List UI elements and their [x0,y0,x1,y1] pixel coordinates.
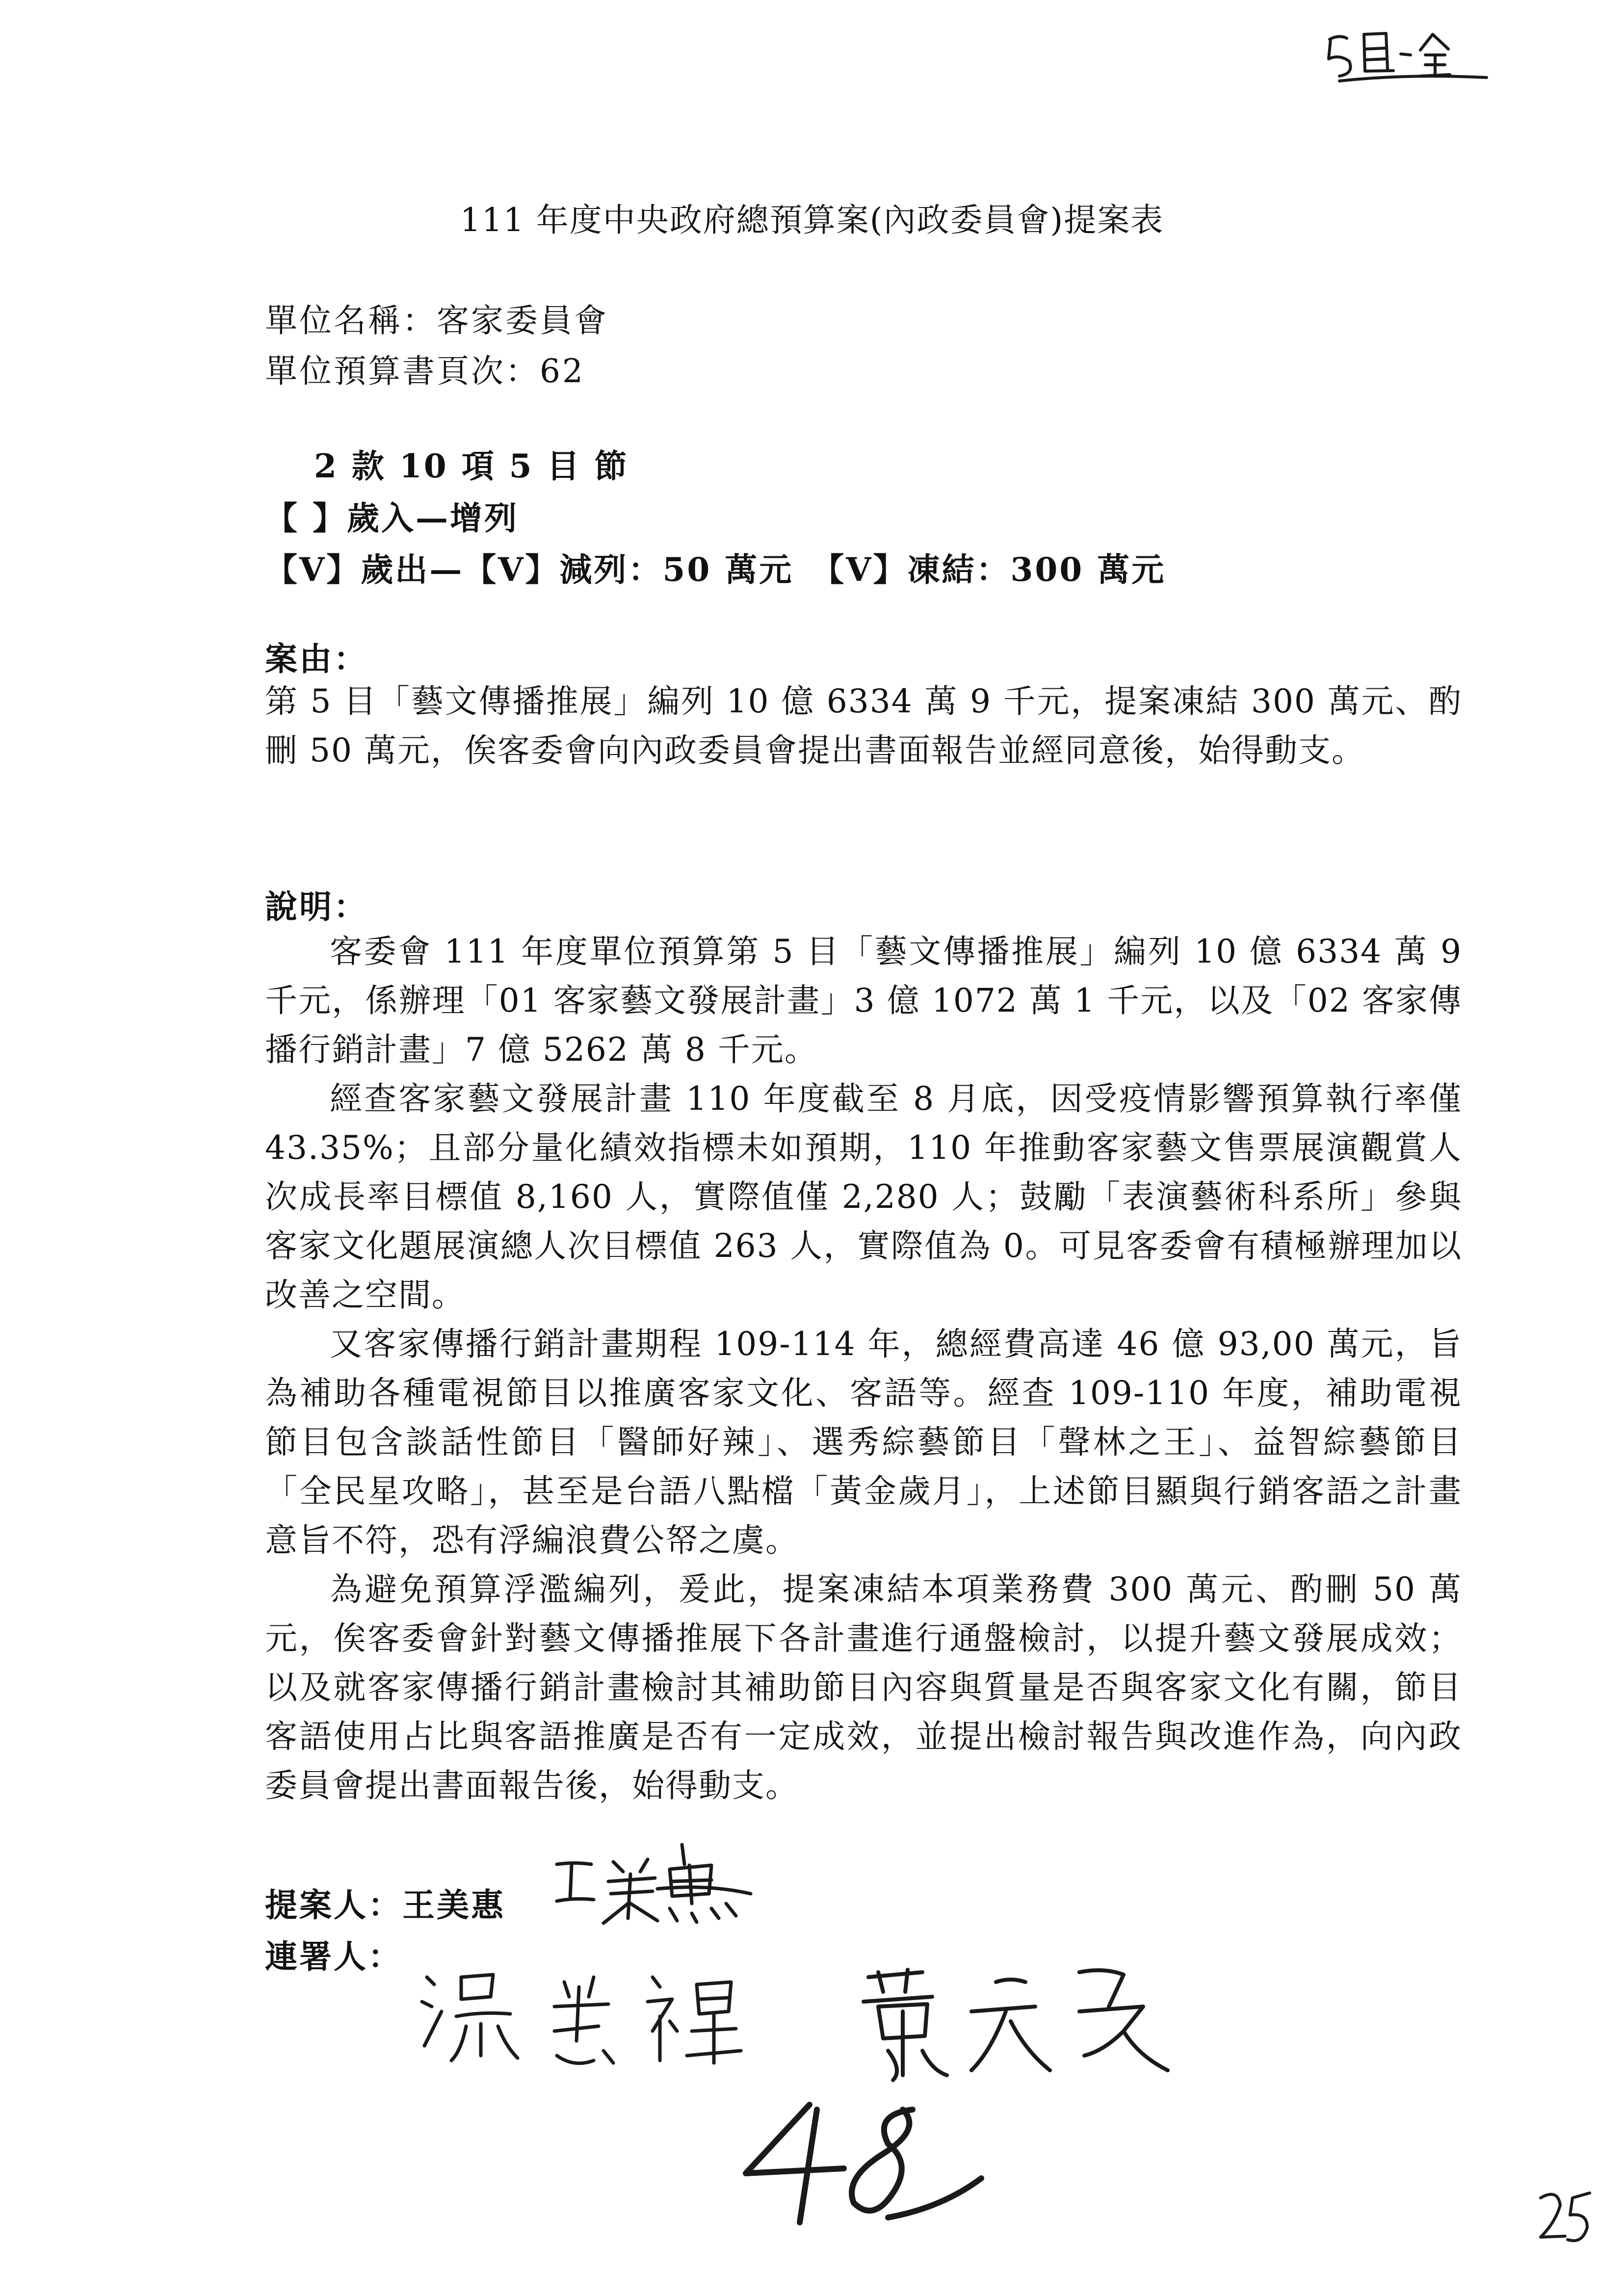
page-mark [1531,2178,1599,2257]
cosigner-signature [407,1957,849,2085]
unit-name: 單位名稱：客家委員會 [265,302,608,339]
income-line: 【 】歲入—增列 [265,499,519,537]
case-text [265,677,1462,775]
explain-paragraph: 經查客家藝文發展計畫 110 年度截至 8 月底，因受疫情影響預算執行率僅 43.35%；且部分量化績效指標未如預期，110 年推動客家藝文售票展演觀賞人次成長率目標值 8,160 人，實際值僅 2,280 人；鼓勵「表演藝術科系所」參與客家文化題展演總人次目標值 263 人，實際值為 0。可見客委會有積極辦理加以改善之空間。 [265,1080,1462,1314]
proposer-signature [550,1835,756,1933]
budget-page: 單位預算書頁次：62 [265,352,585,390]
explain-text [265,927,1462,1810]
item-line: 2 款 10 項 5 目 節 [314,447,629,485]
corner-handwritten-note [1320,20,1506,88]
cosigner-signature [849,1953,1202,2090]
explain-paragraph: 又客家傳播行銷計畫期程 109-114 年，總經費高達 46 億 93,00 萬元，旨為補助各種電視節目以推廣客家文化、客語等。經查 109-110 年度，補助電視節目包含談話性節目「醫師好辣」、選秀綜藝節目「聲林之王」、益智綜藝節目「全民星攻略」，甚至是台語八點檔「黃金歲月」，上述節目顯與行銷客語之計畫意旨不符，恐有浮編浪費公帑之虞。 [265,1325,1462,1559]
case-paragraph: 第 5 目「藝文傳播推展」編列 10 億 6334 萬 9 千元，提案凍結 300 萬元、酌刪 50 萬元，俟客委會向內政委員會提出書面報告並經同意後，始得動支。 [265,682,1462,769]
cosigner-label: 連署人： [265,1937,402,1976]
explain-heading: 說明： [265,887,368,926]
explain-paragraph: 為避免預算浮濫編列，爰此，提案凍結本項業務費 300 萬元、酌刪 50 萬元，俟客委會針對藝文傳播推展下各計畫進行通盤檢討，以提升藝文發展成效；以及就客家傳播行銷計畫檢討其補助節目內容與質量是否與客家文化有關，節目客語使用占比與客語推廣是否有一定成效，並提出檢討報告與改進作為，向內政委員會提出書面報告後，始得動支。 [265,1570,1462,1804]
expense-line: 【V】歲出—【V】減列：50 萬元 【V】凍結：300 萬元 [265,550,1166,589]
page-title: 111 年度中央政府總預算案(內政委員會)提案表 [460,201,1164,239]
case-heading: 案由： [265,640,368,678]
handwritten-number [726,2090,1001,2227]
proposer-label: 提案人：王美惠 [265,1886,505,1924]
explain-paragraph: 客委會 111 年度單位預算第 5 目「藝文傳播推展」編列 10 億 6334 萬 9 千元，係辦理「01 客家藝文發展計畫」3 億 1072 萬 1 千元，以及「02 客家傳播行銷計畫」7 億 5262 萬 8 千元。 [265,933,1462,1069]
